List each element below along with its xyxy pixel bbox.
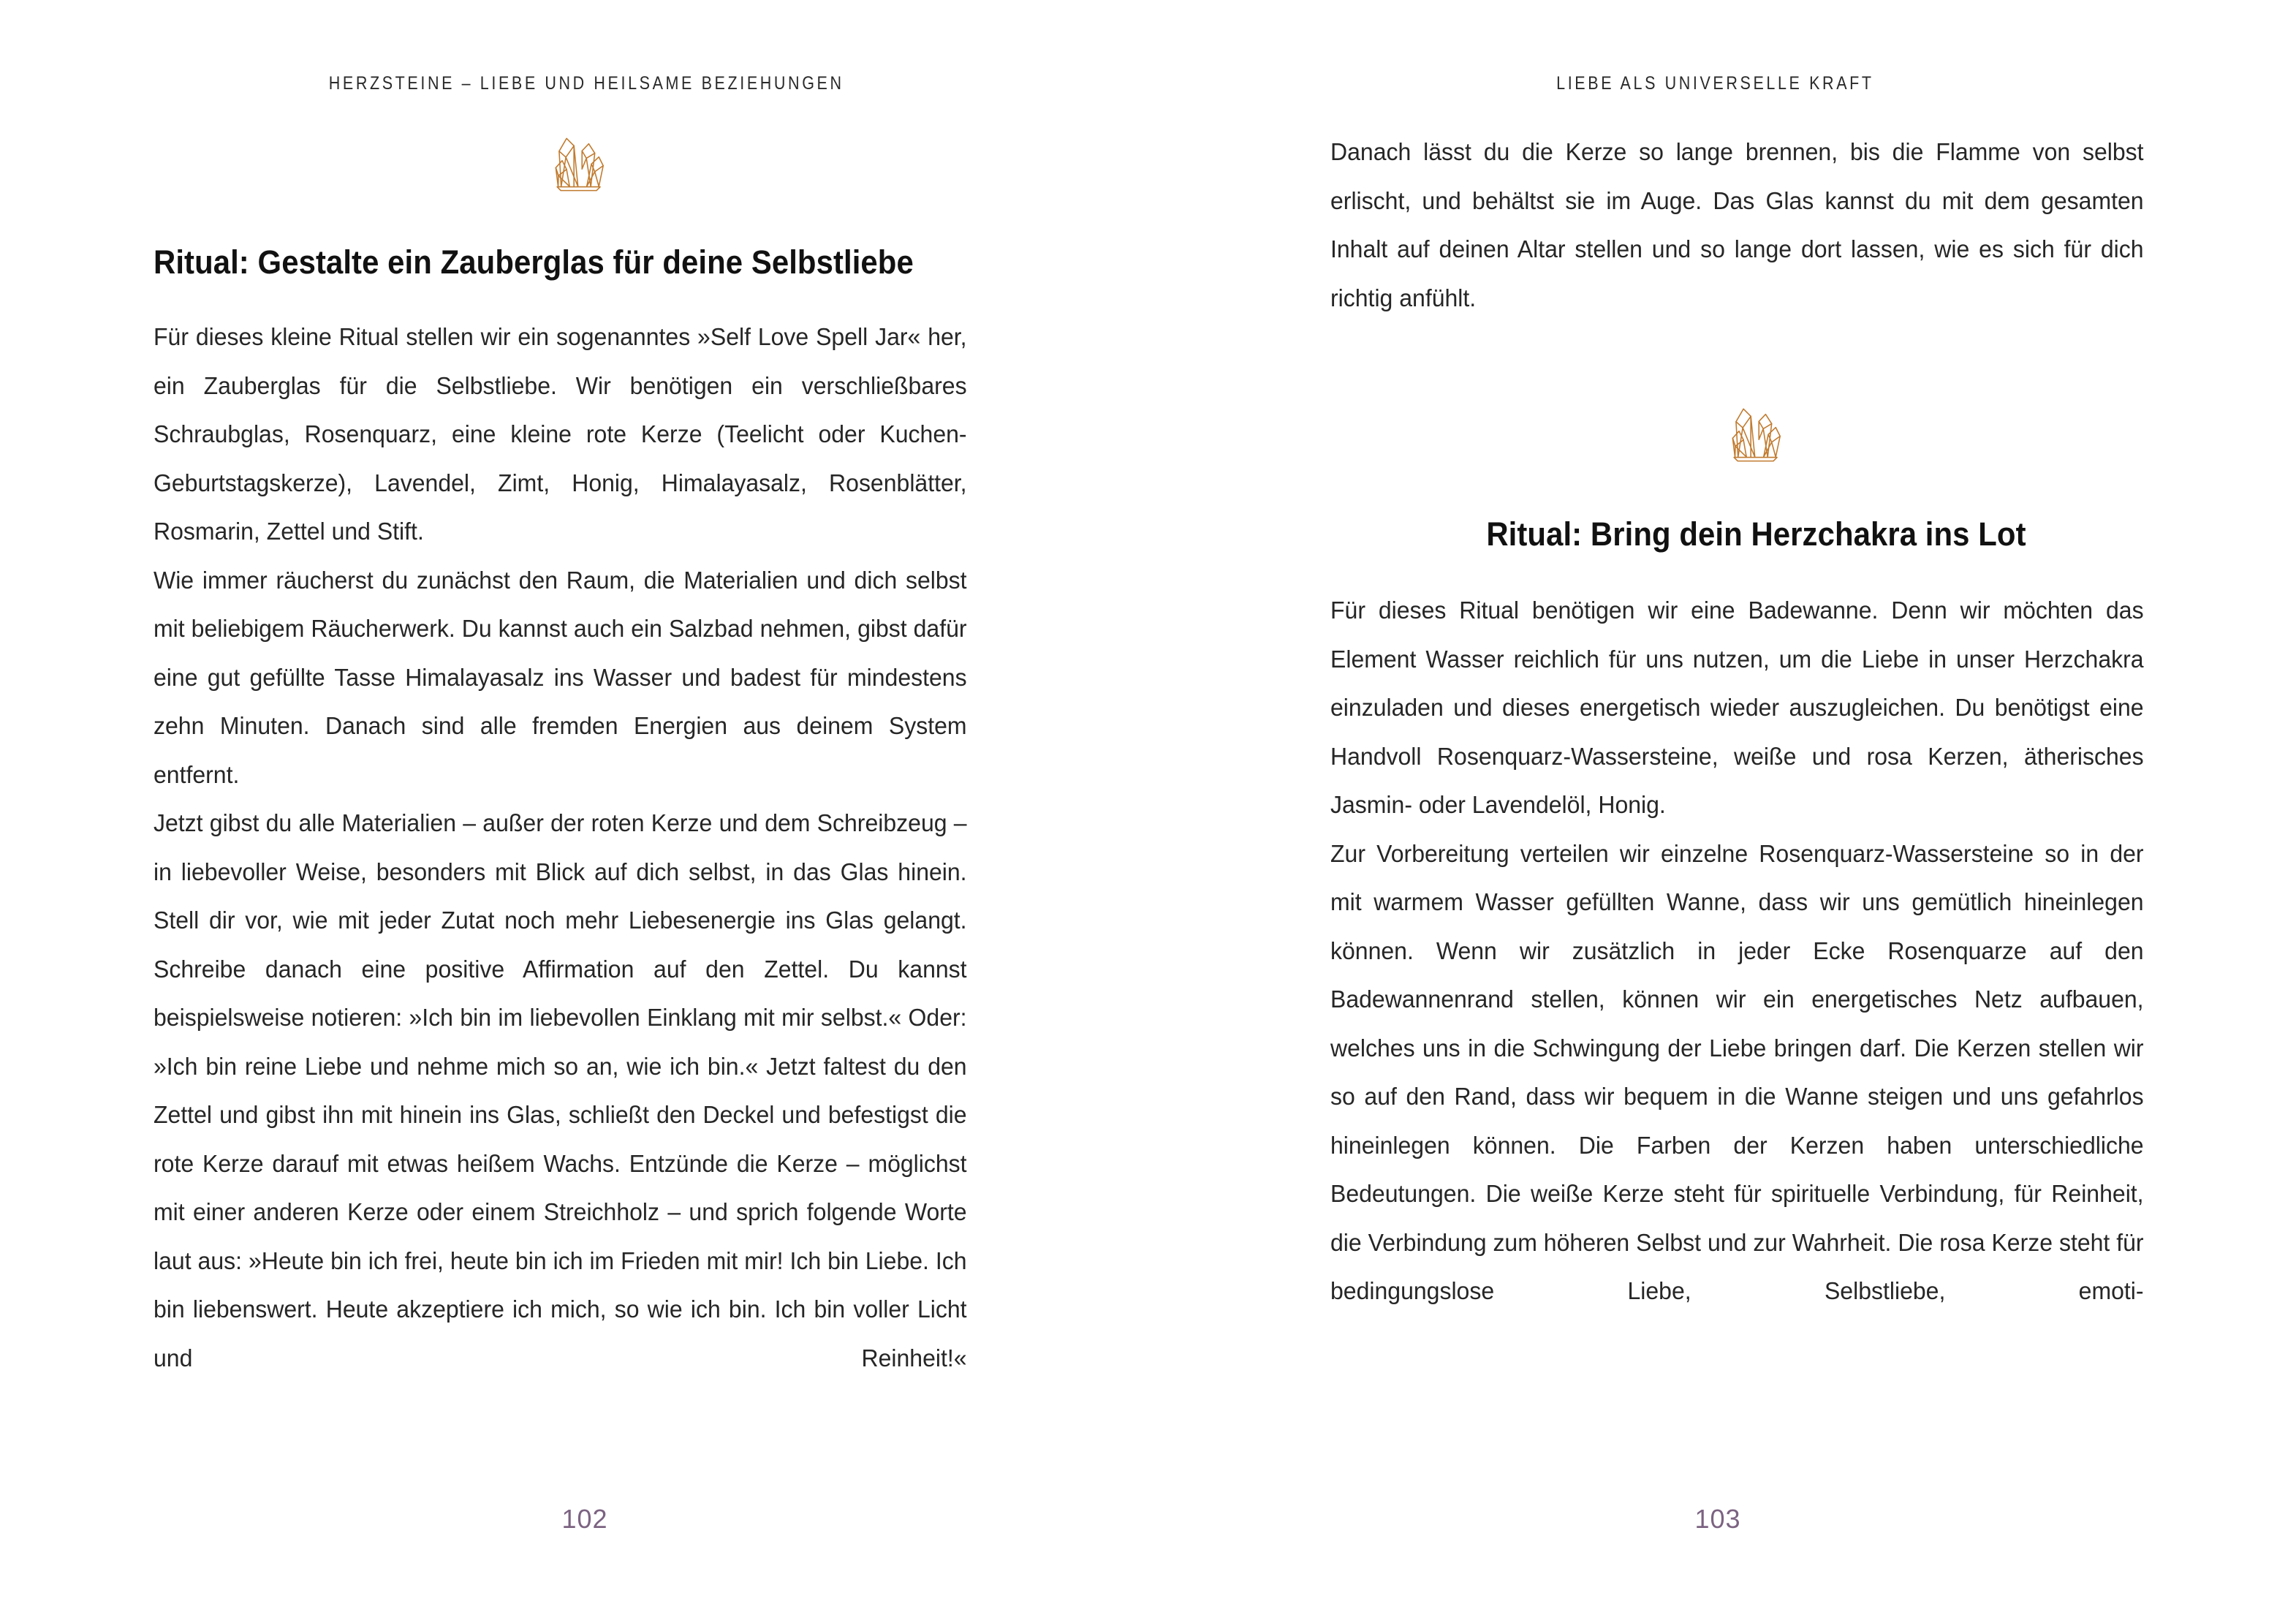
page-number-left: 102	[561, 1504, 608, 1534]
crystal-cluster-ornament-right	[1330, 399, 2182, 466]
paragraph: Danach lässt du die Kerze so lange brennen, bis die Flamme von selbst erlischt, und behältst sie im Auge. Das Glas kannst du mit dem gesamten Inhalt auf deinen Altar stellen und so lange dort lassen, wie es sich für dich richtig anfühlt.	[1330, 139, 2144, 312]
right-page-content	[1330, 129, 2182, 1317]
running-head-right: LIEBE ALS UNIVERSELLE KRAFT	[1556, 73, 1874, 94]
paragraph: Zur Vorbereitung verteilen wir einzelne Rosenquarz-Wassersteine so in der mit warmem Wasser gefüllten Wanne, dass wir uns gemütlich hineinlegen können. Wenn wir zusätzlich in jeder Ecke Rosenquarze auf den Badewannenrand stellen, können wir ein energetisches Netz aufbauen, welches uns in die Schwingung der Liebe bringen darf. Die Kerzen stellen wir so auf den Rand, dass wir bequem in die Wanne steigen und uns gefahrlos hineinlegen können. Die Farben der Kerzen haben unterschiedliche Bedeutungen. Die weiße Kerze steht für spirituelle Verbindung, für Reinheit, die Verbindung zum höheren Selbst und zur Wahrheit. Die rosa Kerze steht für bedingungslose Liebe, Selbstliebe, emoti-	[1330, 840, 2144, 1306]
right-intro-text	[1330, 129, 2144, 323]
right-body-text	[1330, 587, 2144, 1317]
right-page	[1148, 0, 2295, 1623]
crystal-cluster-ornament-left	[154, 129, 1005, 196]
right-ritual-heading: Ritual: Bring dein Herzchakra ins Lot	[1486, 515, 2026, 553]
paragraph: Für dieses kleine Ritual stellen wir ein sogenanntes »Self Love Spell Jar« her, ein Zauberglas für die Selbstliebe. Wir benötigen ein verschließbares Schraubglas, Rosenquarz, eine kleine rote Kerze (Teelicht oder Kuchen-Geburtstagskerze), Lavendel, Zimt, Honig, Himalayasalz, Rosenblätter, Rosmarin, Zettel und Stift.	[154, 324, 967, 546]
paragraph: Wie immer räucherst du zunächst den Raum, die Materialien und dich selbst mit beliebigem Räucherwerk. Du kannst auch ein Salzbad nehmen, gibst dafür eine gut gefüllte Tasse Himalayasalz ins Wasser und badest für mindestens zehn Minuten. Danach sind alle fremden Energien aus deinem System entfernt.	[154, 567, 967, 789]
running-head-left: HERZSTEINE – LIEBE UND HEILSAME BEZIEHUNGEN	[328, 73, 844, 94]
crystal-cluster-icon	[546, 129, 613, 196]
left-page-content	[154, 129, 1005, 1383]
crystal-cluster-icon	[1723, 399, 1790, 466]
paragraph: Für dieses Ritual benötigen wir eine Badewanne. Denn wir möchten das Element Wasser reichlich für uns nutzen, um die Liebe in unser Herzchakra einzuladen und dieses energetisch wieder auszugleichen. Du benötigst eine Handvoll Rosenquarz-Wassersteine, weiße und rosa Kerzen, ätherisches Jasmin- oder Lavendelöl, Honig.	[1330, 597, 2144, 820]
left-ritual-heading: Ritual: Gestalte ein Zauberglas für deine Selbstliebe	[154, 243, 914, 281]
page-number-right: 103	[1694, 1504, 1741, 1534]
paragraph: Jetzt gibst du alle Materialien – außer der roten Kerze und dem Schreibzeug – in liebevoller Weise, besonders mit Blick auf dich selbst, in das Glas hinein. Stell dir vor, wie mit jeder Zutat noch mehr Liebesenergie ins Glas gelangt. Schreibe danach eine positive Affirmation auf den Zettel. Du kannst beispielsweise notieren: »Ich bin im liebevollen Einklang mit mir selbst.« Oder: »Ich bin reine Liebe und nehme mich so an, wie ich bin.« Jetzt faltest du den Zettel und gibst ihn mit hinein ins Glas, schließt den Deckel und befestigst die rote Kerze darauf mit etwas heißem Wachs. Entzünde die Kerze – möglichst mit einer anderen Kerze oder einem Streichholz – und sprich folgende Worte laut aus: »Heute bin ich frei, heute bin ich im Frieden mit mir! Ich bin Liebe. Ich bin liebenswert. Heute akzeptiere ich mich, so wie ich bin. Ich bin voller Licht und Reinheit!«	[154, 810, 967, 1372]
left-body-text	[154, 314, 967, 1383]
